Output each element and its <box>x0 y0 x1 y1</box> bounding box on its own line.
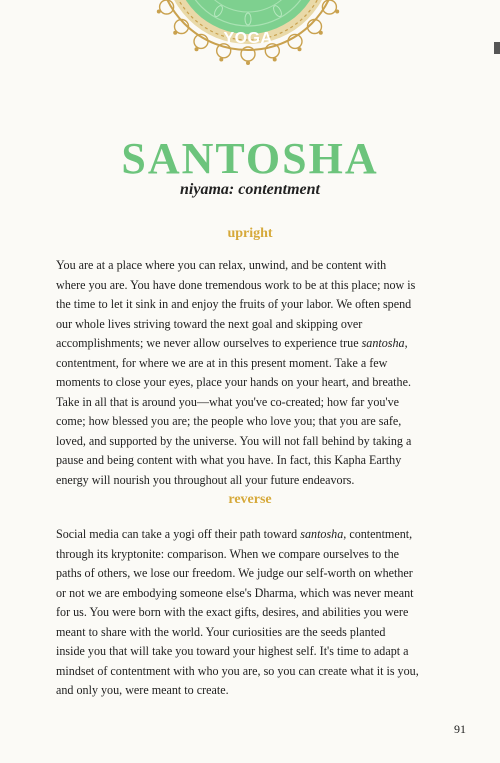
upright-paragraph <box>56 256 456 490</box>
section-heading-reverse: reverse <box>228 492 272 507</box>
text-line: energy will nourish you throughout all your future endeavors. <box>56 472 355 487</box>
text-line: moments to close your eyes, place your hands on your heart, and breathe. <box>56 375 411 389</box>
text-line: You are at a place where you can relax, unwind, and be content with <box>56 258 387 272</box>
text-line: come; how blessed you are; the people who love you; that you are safe, <box>56 414 402 428</box>
text-line: our whole lives striving toward the next goal and skipping over <box>56 316 363 331</box>
text-line: through its kryptonite: comparison. When we compare ourselves to the <box>56 546 400 561</box>
badge-label: YOGA <box>223 30 273 47</box>
text-line: the time to let it sink in and enjoy the fruits of your labor. We often spend <box>56 297 412 311</box>
text-line: inside you that will take you toward your highest self. It's time to adapt a <box>56 644 409 658</box>
emphasis-term: santosha <box>300 527 344 541</box>
text-line: for us. You were born with the exact gifts, desires, and abilities you were <box>56 605 409 619</box>
section-heading-upright: upright <box>227 226 273 241</box>
text-line: loved, and supported by the universe. You will not fall behind by taking a <box>56 433 412 448</box>
text-line: accomplishments; we never allow ourselves to experience true santosha, <box>56 336 408 350</box>
text-line: Take in all that is around you—what you've co-created; how far you've <box>56 394 400 409</box>
emphasis-term: santosha <box>361 336 405 350</box>
yoga-badge <box>118 0 378 80</box>
page-edge-mark <box>494 42 500 54</box>
reverse-paragraph <box>56 525 456 701</box>
text-line: or not we are embodying someone else's Dharma, which was never meant <box>56 585 414 600</box>
card-subtitle: niyama: contentment <box>180 181 320 198</box>
text-line: contentment, for where we are at in this present moment. Take a few <box>56 355 388 370</box>
text-line: pause and being content with what you have. In fact, this Kapha Earthy <box>56 453 402 467</box>
text-line: and only you, were meant to create. <box>56 683 229 697</box>
text-line: where you are. You have done tremendous work to be at this place; now is <box>56 277 416 292</box>
page-number: 91 <box>454 722 466 736</box>
text-line: meant to share with the world. Your curiosities are the seeds planted <box>56 624 386 639</box>
text-line: mindset of contentment with who you are, so you can create what it is you, <box>56 663 419 678</box>
text-line: paths of others, we lose our freedom. We judge our self-worth on whether <box>56 566 413 580</box>
card-title: SANTOSHA <box>121 134 379 183</box>
text-line: Social media can take a yogi off their path toward santosha, contentment, <box>56 527 413 541</box>
